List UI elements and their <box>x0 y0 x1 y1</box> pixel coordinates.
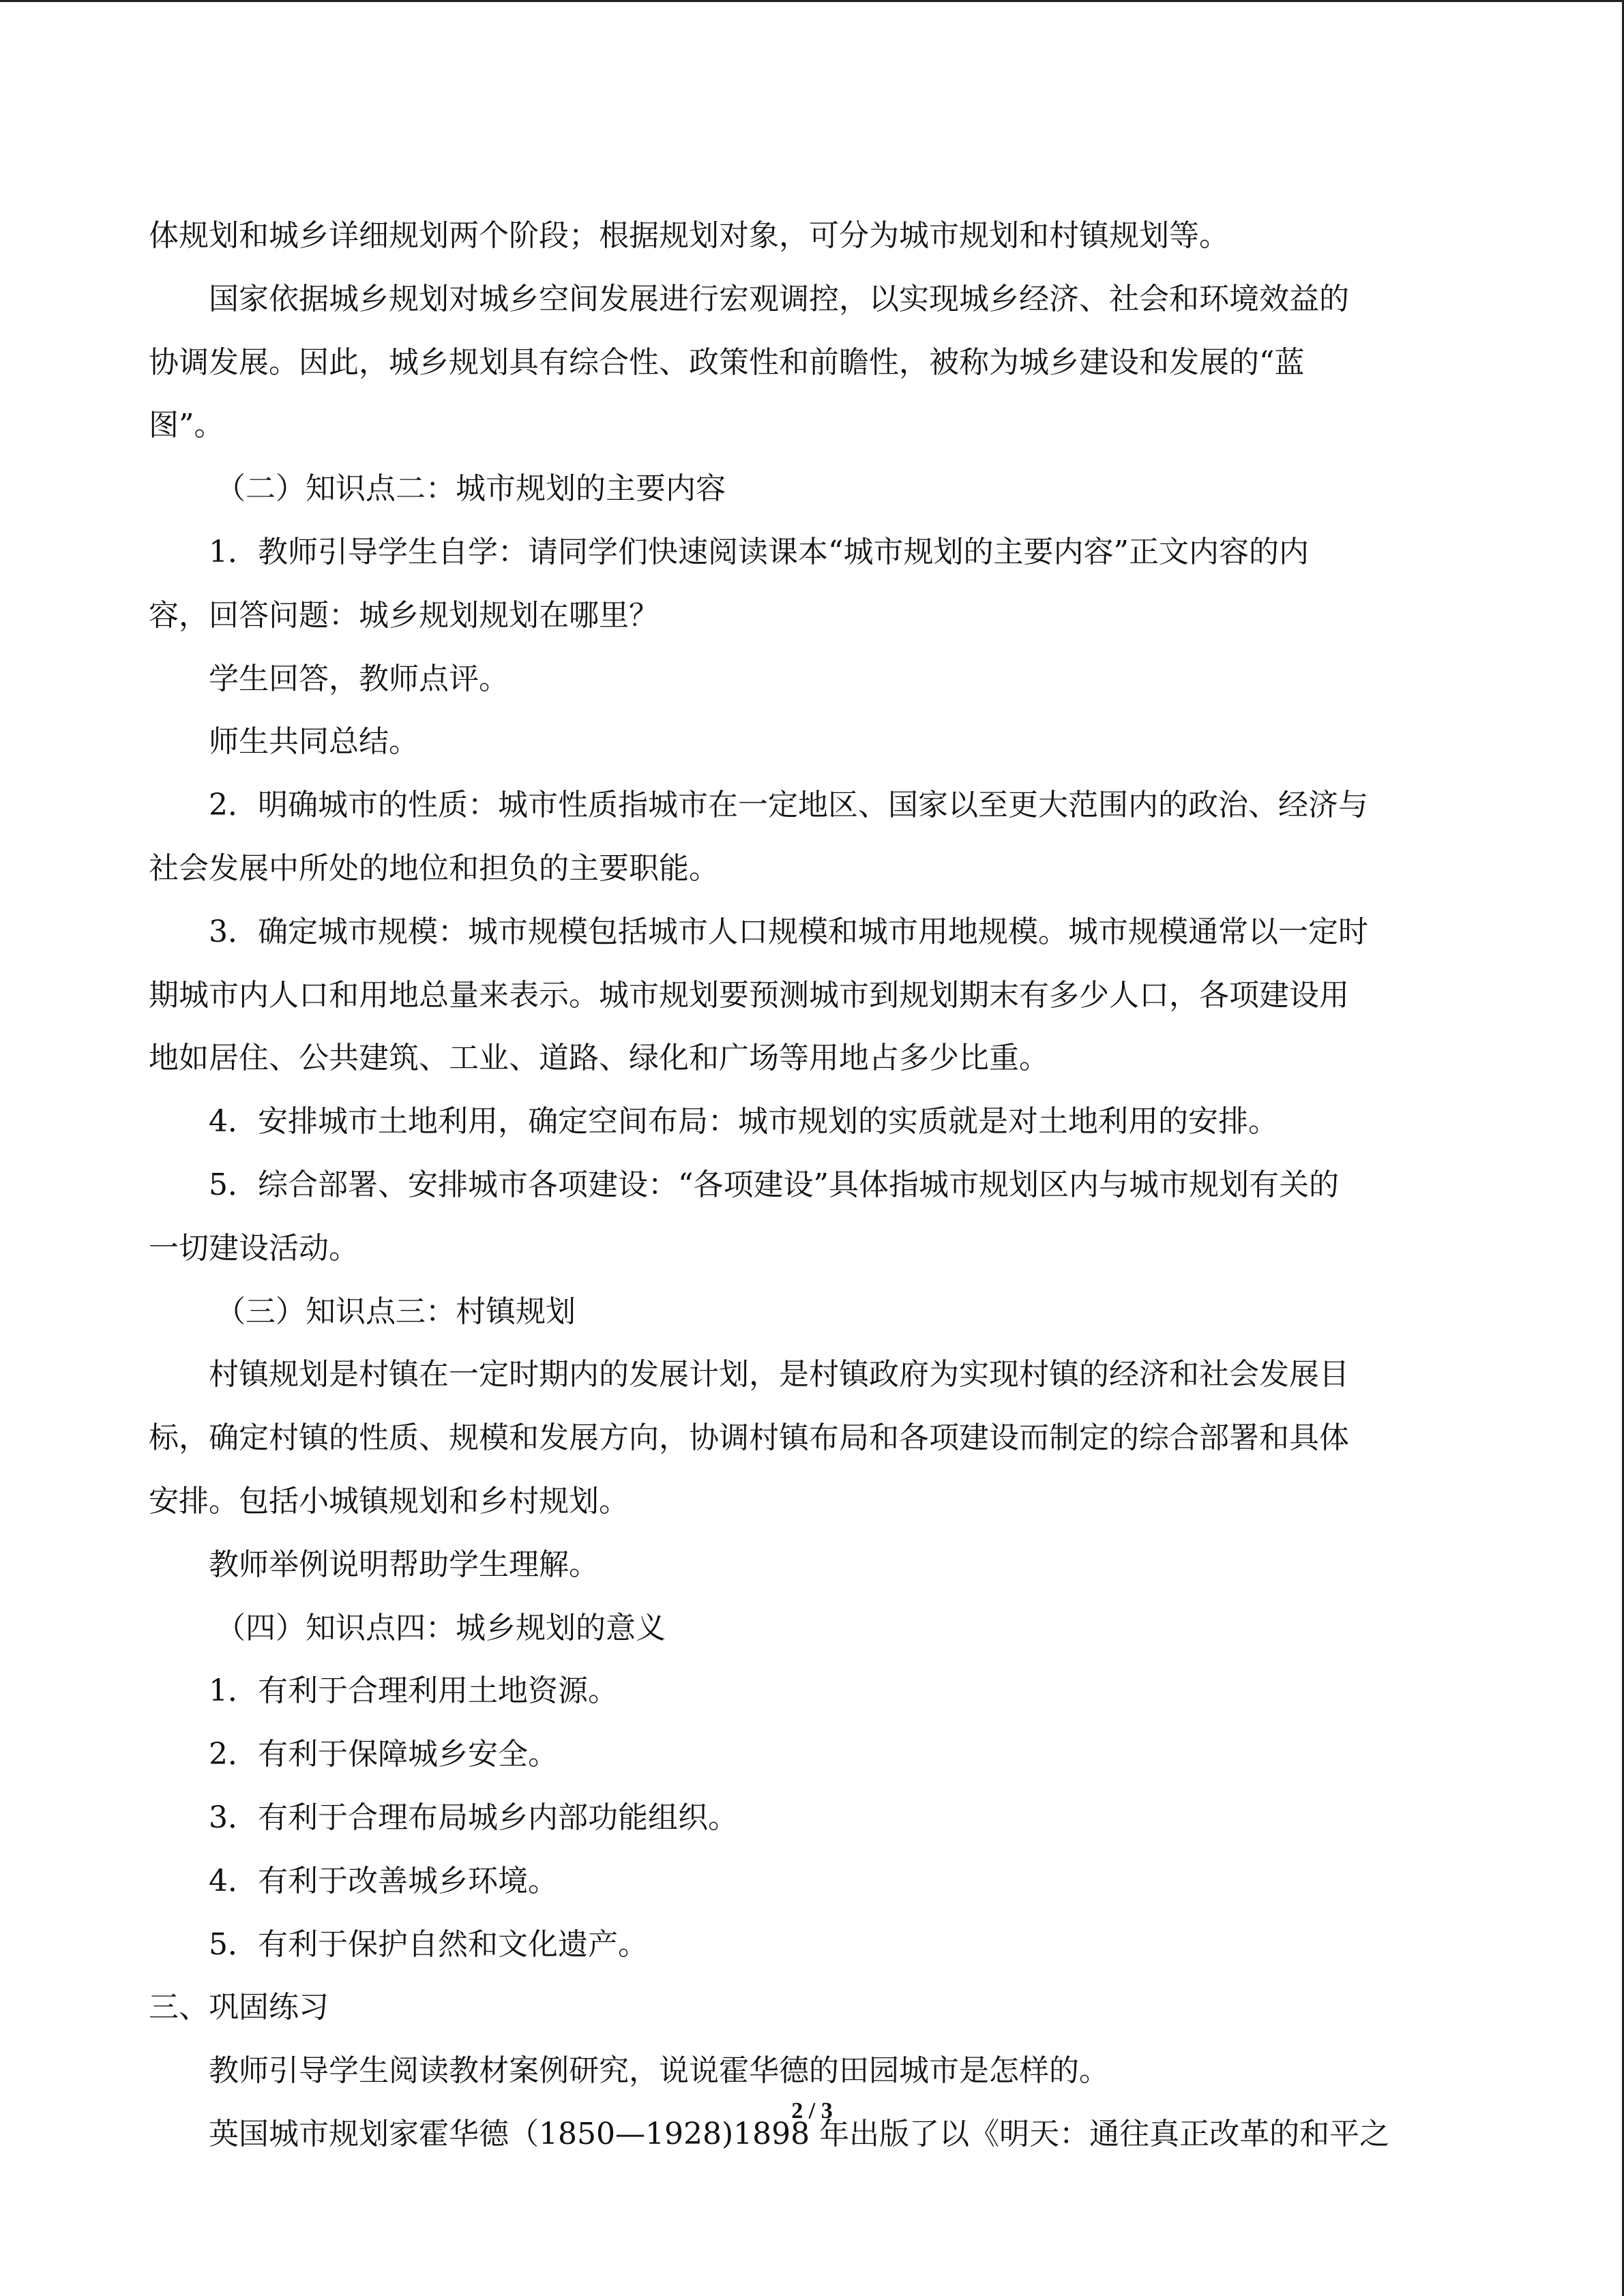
text-line: 教师举例说明帮助学生理解。 <box>209 1547 599 1582</box>
text-line: 2．有利于保障城乡安全。 <box>209 1737 558 1772</box>
text-line: 师生共同总结。 <box>209 724 419 760</box>
page-number: 2 / 3 <box>791 2098 833 2123</box>
text-line: 3．确定城市规模：城市规模包括城市人口规模和城市用地规模。城市规模通常以一定时 <box>209 914 1368 949</box>
text-line: 安排。包括小城镇规划和乡村规划。 <box>149 1483 629 1519</box>
text-line: 5．综合部署、安排城市各项建设：“各项建设”具体指城市规划区内与城市规划有关的 <box>209 1167 1339 1202</box>
text-line: 国家依据城乡规划对城乡空间发展进行宏观调控，以实现城乡经济、社会和环境效益的 <box>209 281 1349 316</box>
text-line: 4．有利于改善城乡环境。 <box>209 1863 558 1898</box>
text-line: 2．明确城市的性质：城市性质指城市在一定地区、国家以至更大范围内的政治、经济与 <box>209 788 1368 823</box>
text-line: 1．有利于合理利用土地资源。 <box>209 1673 618 1709</box>
text-line: 一切建设活动。 <box>149 1230 359 1266</box>
text-line: 3．有利于合理布局城乡内部功能组织。 <box>209 1800 738 1835</box>
text-line: 标，确定村镇的性质、规模和发展方向，协调村镇布局和各项建设而制定的综合部署和具体 <box>149 1420 1349 1456</box>
text-line: 英国城市规划家霍华德（1850—1928)1898 年出版了以《明天：通往真正改革的和平之 <box>209 2116 1390 2151</box>
text-line: （二）知识点二：城市规划的主要内容 <box>216 471 726 507</box>
text-line: （四）知识点四：城乡规划的意义 <box>216 1610 666 1645</box>
text-line: 村镇规划是村镇在一定时期内的发展计划，是村镇政府为实现村镇的经济和社会发展目 <box>209 1357 1349 1392</box>
text-line: 期城市内人口和用地总量来表示。城市规划要预测城市到规划期末有多少人口，各项建设用 <box>149 977 1349 1013</box>
text-line: 1．教师引导学生自学：请同学们快速阅读课本“城市规划的主要内容”正文内容的内 <box>209 534 1309 569</box>
text-line: 5．有利于保护自然和文化遗产。 <box>209 1926 648 1962</box>
text-line: 容，回答问题：城乡规划规划在哪里？ <box>149 597 659 633</box>
text-line: 社会发展中所处的地位和担负的主要职能。 <box>149 850 719 886</box>
document-body <box>149 205 1479 2166</box>
text-line: 地如居住、公共建筑、工业、道路、绿化和广场等用地占多少比重。 <box>149 1041 1049 1076</box>
text-line: 教师引导学生阅读教材案例研究，说说霍华德的田园城市是怎样的。 <box>209 2053 1109 2089</box>
text-line: 4．安排城市土地利用，确定空间布局：城市规划的实质就是对土地利用的安排。 <box>209 1104 1278 1139</box>
text-line: 协调发展。因此，城乡规划具有综合性、政策性和前瞻性，被称为城乡建设和发展的“蓝 <box>149 344 1305 380</box>
text-line: 体规划和城乡详细规划两个阶段；根据规划对象，可分为城市规划和村镇规划等。 <box>149 218 1229 253</box>
text-line: （三）知识点三：村镇规划 <box>216 1294 576 1329</box>
text-line: 图”。 <box>149 408 224 443</box>
text-line: 三、巩固练习 <box>149 1990 329 2025</box>
page-top-border <box>0 0 1624 2</box>
text-line: 学生回答，教师点评。 <box>209 661 509 696</box>
